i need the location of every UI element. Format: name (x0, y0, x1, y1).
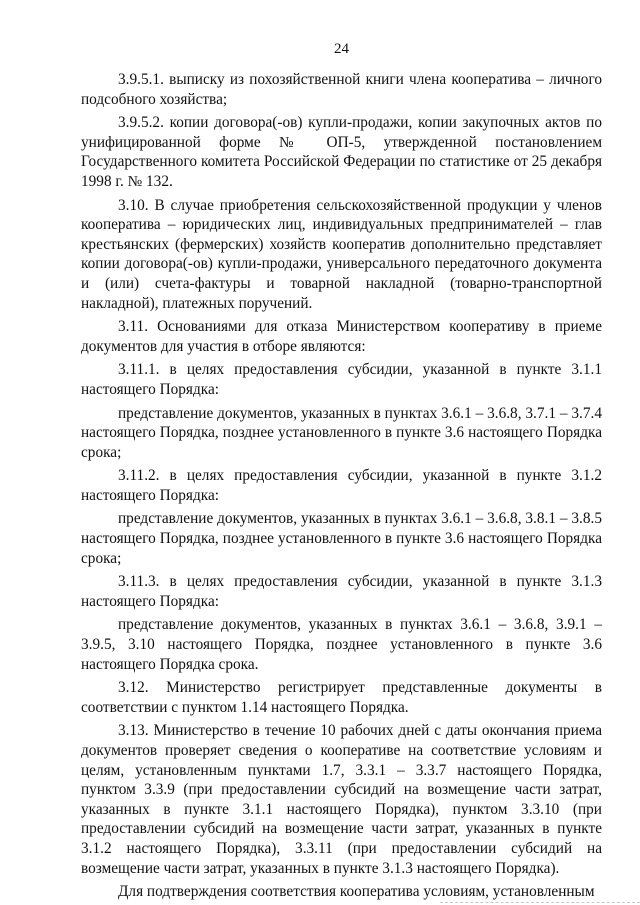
paragraph-3-9-5-1: 3.9.5.1. выписку из похозяйственной книги члена кооператива – личного подсобного хозяйства; (81, 71, 602, 108)
paragraph-confirmation: Для подтверждения соответствия кооператива условиям, установленным (118, 883, 595, 901)
paragraph-3-11: 3.11. Основаниями для отказа Министерством кооперативу в приеме документов для участия в отборе являются: (81, 318, 602, 355)
paragraph-3-11-3: 3.11.3. в целях предоставления субсидии, указанной в пункте 3.1.3 настоящего Порядка: (81, 573, 602, 610)
paragraph-3-13: 3.13. Министерство в течение 10 рабочих дней с даты окончания приема документов проверяет сведения о кооперативе на соответствие условиям и целям, установленным пунктами 1.7, 3.3.1 – 3.3.7 настоящего Порядка, пунктом 3.3.9 (при предоставлении субсидий на возмещение части затрат, указанных в пункте 3.1.1 настоящего Порядка), пунктом 3.3.10 (при предоставлении субсидий на возмещение части затрат, указанных в пункте 3.1.2 настоящего Порядка), 3.3.11 (при предоставлении субсидий на возмещение части затрат, указанных в пункте 3.1.3 настоящего Порядка). (81, 722, 602, 877)
paragraph-3-11-2-text: представление документов, указанных в пунктах 3.6.1 – 3.6.8, 3.8.1 – 3.8.5 настоящего Порядка, позднее установленного в пункте 3.6 настоящего Порядка срока; (81, 510, 602, 567)
paragraph-3-9-5-2: 3.9.5.2. копии договора(-ов) купли-продажи, копии закупочных актов по унифицированной форме № ОП-5, утвержденной постановлением Государственного комитета Российской Федерации по статистике от 25 декабря 1998 г. № 132. (81, 114, 602, 190)
paragraph-3-12: 3.12. Министерство регистрирует представленные документы в соответствии с пунктом 1.14 настоящего Порядка. (81, 679, 602, 716)
paragraph-3-10: 3.10. В случае приобретения сельскохозяйственной продукции у членов кооператива – юридических лиц, индивидуальных предпринимателей – глав крестьянских (фермерских) хозяйств кооператив дополнительно представляет копии договора(-ов) купли-продажи, универсального передаточного документа и (или) счета-фактуры и товарной накладной (товарно-транспортной накладной), платежных поручений. (81, 196, 602, 312)
page-number: 24 (334, 41, 349, 57)
scan-edge-line (440, 902, 640, 903)
paragraph-3-11-1-text: представление документов, указанных в пунктах 3.6.1 – 3.6.8, 3.7.1 – 3.7.4 настоящего Порядка, позднее установленного в пункте 3.6 настоящего Порядка срока; (81, 404, 602, 461)
paragraph-3-11-3-text: представление документов, указанных в пунктах 3.6.1 – 3.6.8, 3.9.1 – 3.9.5, 3.10 настоящего Порядка, позднее установленного в пункте 3.6 настоящего Порядка срока. (81, 616, 602, 673)
paragraph-3-11-2: 3.11.2. в целях предоставления субсидии, указанной в пункте 3.1.2 настоящего Порядка: (81, 467, 602, 504)
paragraph-3-11-1: 3.11.1. в целях предоставления субсидии, указанной в пункте 3.1.1 настоящего Порядка: (81, 361, 602, 398)
